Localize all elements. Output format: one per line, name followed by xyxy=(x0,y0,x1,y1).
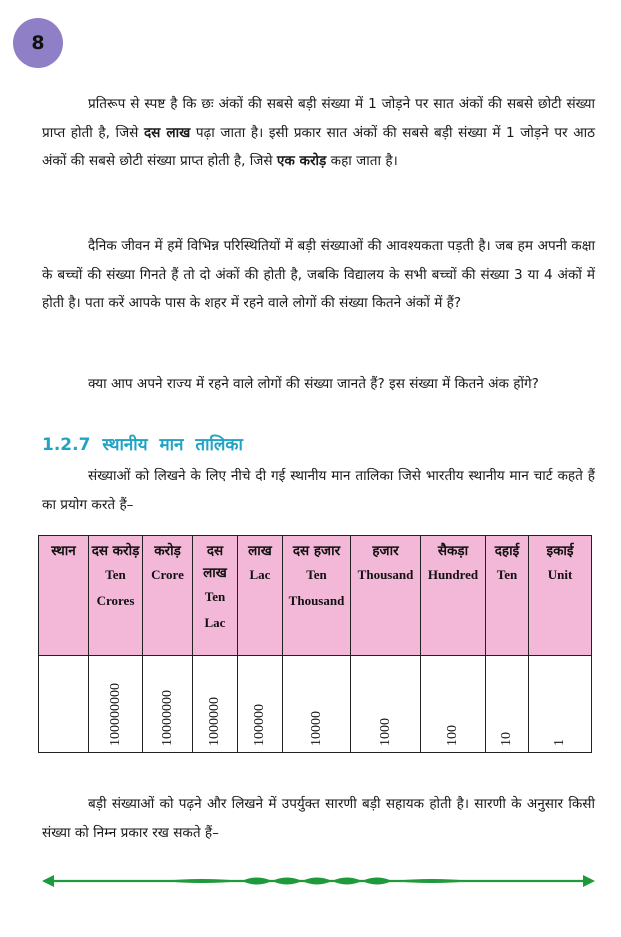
chart-header-row xyxy=(39,536,592,656)
section-heading: 1.2.7 स्थानीय मान तालिका xyxy=(42,435,243,455)
header-ten-thousand: दस हजार Ten Thousand xyxy=(283,536,351,656)
header-thousand: हजार Thousand xyxy=(351,536,421,656)
paragraph-5: बड़ी संख्याओं को पढ़ने और लिखने में उपर्युक्त सारणी बड़ी सहायक होती है। सारणी के अनुसार किसी संख्या को निम्न प्रकार रख सकते हैं– xyxy=(42,796,595,841)
value-ten-crores: 100000000 xyxy=(89,656,143,753)
header-ten-lac: दस लाख Ten Lac xyxy=(193,536,238,656)
header-crore: करोड़ Crore xyxy=(143,536,193,656)
paragraph-4: संख्याओं को लिखने के लिए नीचे दी गई स्थानीय मान तालिका जिसे भारतीय स्थानीय मान चार्ट कहते हैं का प्रयोग करते हैं– xyxy=(42,468,595,513)
value-ten-thousand: 10000 xyxy=(283,656,351,753)
header-unit: इकाई Unit xyxy=(529,536,592,656)
paragraph-1 xyxy=(42,90,595,176)
bold-das-lakh: दस लाख xyxy=(143,124,191,141)
value-hundred: 100 xyxy=(421,656,486,753)
value-ten: 10 xyxy=(486,656,529,753)
header-hundred: सैकड़ा Hundred xyxy=(421,536,486,656)
paragraph-3: क्या आप अपने राज्य में रहने वाले लोगों की संख्या जानते हैं? इस संख्या में कितने अंक होंगे? xyxy=(88,376,539,392)
header-lac: लाख Lac xyxy=(238,536,283,656)
header-sthan: स्थान xyxy=(39,536,89,656)
value-lac: 100000 xyxy=(238,656,283,753)
value-sthan xyxy=(39,656,89,753)
paragraph-2: दैनिक जीवन में हमें विभिन्न परिस्थितियों में बड़ी संख्याओं की आवश्यकता पड़ती है। जब हम अपनी कक्षा के बच्चों की संख्या गिनते हैं तो दो अंकों की होती है, जबकि विद्यालय के सभी बच्चों की संख्या 3 या 4 अंकों में होती है। पता करें आपके पास के शहर में रहने वाले लोगों की संख्या कितने अंकों में हैं? xyxy=(42,238,595,311)
value-thousand: 1000 xyxy=(351,656,421,753)
value-ten-lac: 1000000 xyxy=(193,656,238,753)
chart-values-row xyxy=(39,656,592,753)
para1-text-3: कहा जाता है। xyxy=(326,153,398,169)
para1-text-2: पढ़ा जाता है। इसी प्रकार सात अंकों की सबसे बड़ी संख्या में 1 जोड़ने पर आठ अंकों की सबसे छोटी संख्या प्राप्त होती है, जिसे xyxy=(42,124,596,169)
bold-ek-crore: एक करोड़ xyxy=(276,153,327,169)
value-unit: 1 xyxy=(529,656,592,753)
page-number-badge: 8 xyxy=(13,18,63,68)
header-ten-crores: दस करोड़ Ten Crores xyxy=(89,536,143,656)
header-ten: दहाई Ten xyxy=(486,536,529,656)
para1-text-1: प्रतिरूप से स्पष्ट है कि छः अंकों की सबसे बड़ी संख्या में 1 जोड़ने पर सात अंकों की सबसे छोटी संख्या प्राप्त होती है, जिसे xyxy=(42,96,595,141)
decorative-divider xyxy=(42,870,595,892)
value-crore: 10000000 xyxy=(143,656,193,753)
place-value-chart xyxy=(38,535,592,753)
